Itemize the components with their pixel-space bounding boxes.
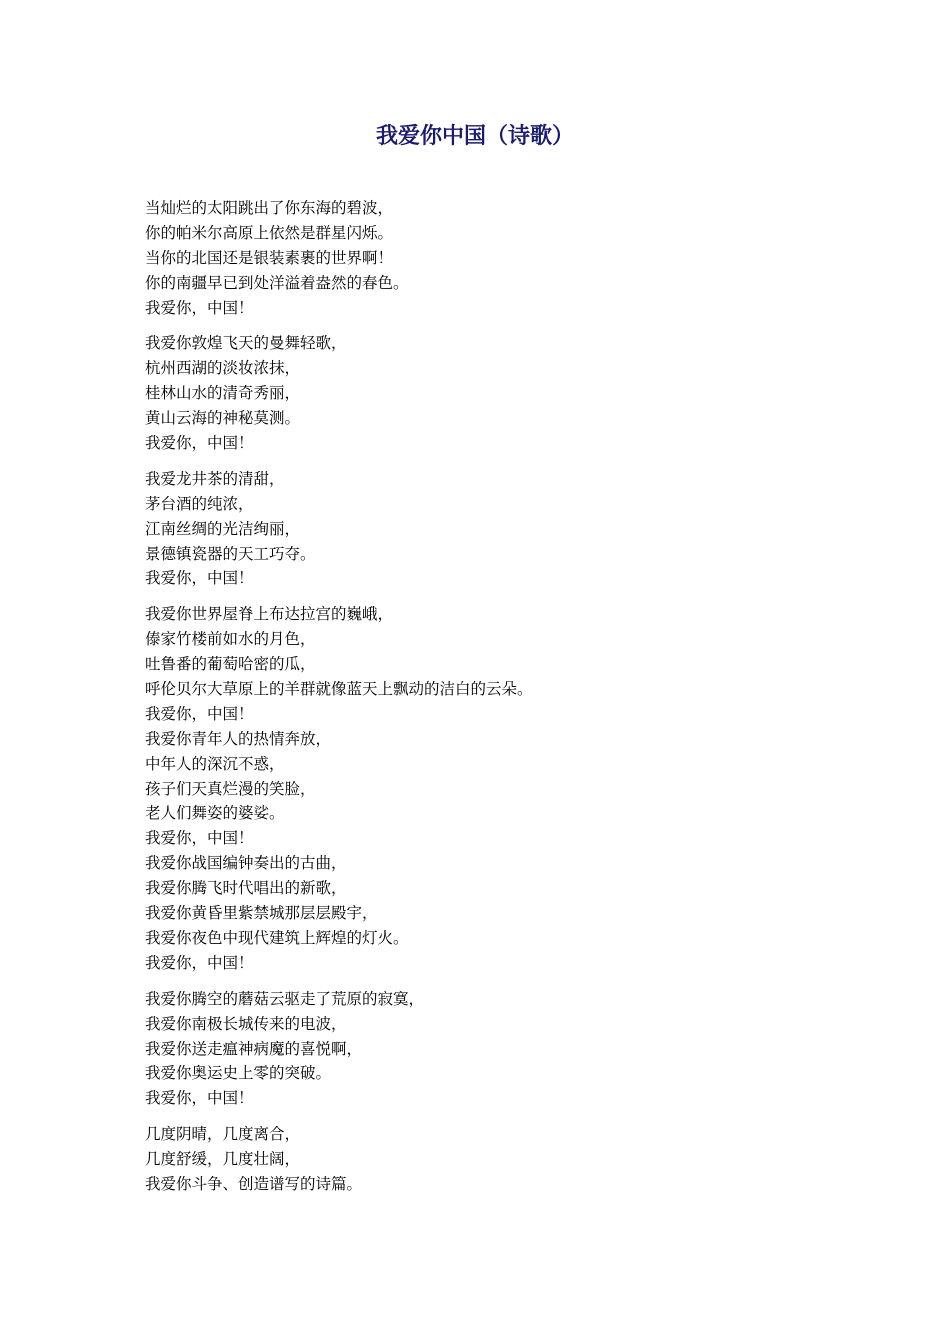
poem-line: 我爱龙井茶的清甜， xyxy=(145,469,285,488)
poem-stanza-2 xyxy=(145,331,845,455)
poem-line: 孩子们天真烂漫的笑脸， xyxy=(145,779,316,798)
poem-line: 我爱你奥运史上零的突破。 xyxy=(145,1064,332,1083)
poem-line: 杭州西湖的淡妆浓抹， xyxy=(145,359,301,378)
poem-line: 吐鲁番的葡萄哈密的瓜， xyxy=(145,655,316,674)
poem-line: 几度阴晴，几度离合， xyxy=(145,1125,301,1144)
poem-line: 当你的北国还是银装素裹的世界啊！ xyxy=(145,248,394,267)
poem-line: 当灿烂的太阳跳出了你东海的碧波， xyxy=(145,199,394,217)
poem-stanza-4 xyxy=(145,602,845,726)
poem-line: 你的帕米尔高原上依然是群星闪烁。 xyxy=(145,223,394,242)
poem-line: 景德镇瓷器的天工巧夺。 xyxy=(145,544,316,563)
document-title: 我爱你中国（诗歌） xyxy=(375,124,574,149)
poem-line: 桂林山水的清奇秀丽， xyxy=(145,384,301,403)
poem-line: 我爱你青年人的热情奔放， xyxy=(145,729,332,748)
poem-line: 你的南疆早已到处洋溢着盎然的春色。 xyxy=(145,273,409,292)
poem-line: 我爱你腾飞时代唱出的新歌， xyxy=(145,879,347,898)
poem-line: 江南丝绸的光洁绚丽， xyxy=(145,519,301,538)
poem-stanza-1 xyxy=(145,196,845,320)
poem-refrain: 我爱你，中国！ xyxy=(145,298,254,317)
poem-stanza-5 xyxy=(145,727,845,851)
poem-stanza-8 xyxy=(145,1122,845,1197)
poem-line: 我爱你送走瘟神病魔的喜悦啊， xyxy=(145,1039,363,1058)
poem-body xyxy=(145,196,845,1208)
poem-line: 我爱你南极长城传来的电波， xyxy=(145,1014,347,1033)
poem-line: 傣家竹楼前如水的月色， xyxy=(145,630,316,649)
poem-stanza-3 xyxy=(145,467,845,591)
poem-refrain: 我爱你，中国！ xyxy=(145,704,254,723)
poem-line: 我爱你敦煌飞天的曼舞轻歌， xyxy=(145,334,347,353)
poem-refrain: 我爱你，中国！ xyxy=(145,1089,254,1108)
poem-line: 我爱你黄昏里紫禁城那层层殿宇， xyxy=(145,904,378,923)
poem-line: 几度舒缓，几度壮阔， xyxy=(145,1150,301,1169)
poem-stanza-6 xyxy=(145,851,845,975)
poem-line: 呼伦贝尔大草原上的羊群就像蓝天上飘动的洁白的云朵。 xyxy=(145,680,533,699)
poem-line: 我爱你腾空的蘑菇云驱走了荒原的寂寞， xyxy=(145,989,425,1008)
poem-line: 我爱你斗争、创造谱写的诗篇。 xyxy=(145,1174,363,1193)
poem-refrain: 我爱你，中国！ xyxy=(145,829,254,848)
poem-line: 我爱你战国编钟奏出的古曲， xyxy=(145,854,347,873)
poem-line: 我爱你世界屋脊上布达拉宫的巍峨， xyxy=(145,605,394,624)
poem-line: 我爱你夜色中现代建筑上辉煌的灯火。 xyxy=(145,928,409,947)
poem-line: 老人们舞姿的婆娑。 xyxy=(145,804,285,823)
poem-stanza-7 xyxy=(145,987,845,1111)
poem-refrain: 我爱你，中国！ xyxy=(145,434,254,453)
poem-line: 黄山云海的神秘莫测。 xyxy=(145,409,301,428)
poem-refrain: 我爱你，中国！ xyxy=(145,953,254,972)
poem-refrain: 我爱你，中国！ xyxy=(145,569,254,588)
poem-line: 茅台酒的纯浓， xyxy=(145,494,254,513)
poem-line: 中年人的深沉不惑， xyxy=(145,754,285,773)
